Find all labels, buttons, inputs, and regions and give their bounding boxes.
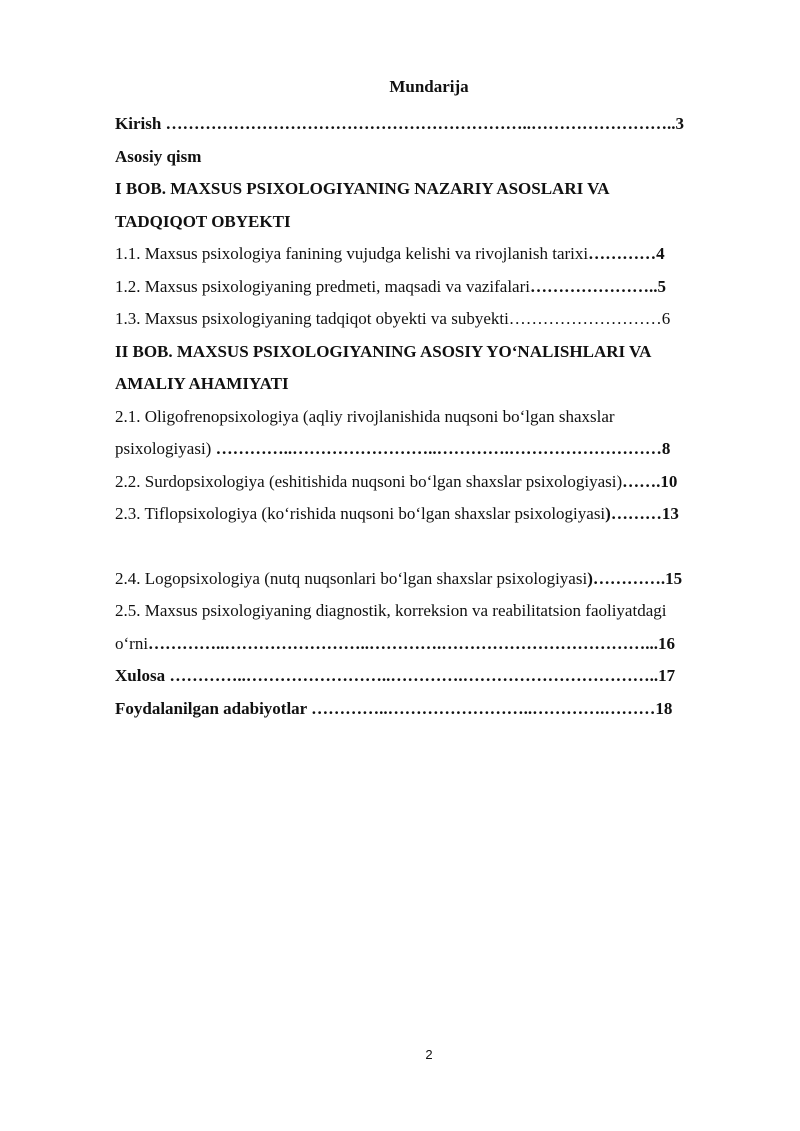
toc-entry-asosiy-qism: Asosiy qism (115, 146, 202, 166)
toc-entry-2-1-line-2 (115, 433, 755, 466)
toc-entry-adabiyotlar: Foydalanilgan adabiyotlar …………..……………………..………….………18 (115, 698, 673, 718)
toc-entry-2-1-line-1: 2.1. Oligofrenopsixologiya (aqliy rivojlanishida nuqsoni bo‘lgan shaxslar (115, 406, 615, 426)
toc-entry-2-5-line-1: 2.5. Maxsus psixologiyaning diagnostik, korreksion va reabilitatsion faoliyatdagi (115, 601, 667, 620)
toc-entry-2-4-text: 2.4. Logopsixologiya (nutq nuqsonlari bo‘lgan shaxslar psixologiyasi (115, 568, 588, 588)
toc-entry-2-5-page: …………..……………………..………….………………………………...16 (148, 633, 676, 653)
table-of-contents (115, 108, 755, 725)
toc-chapter-1-line-2: TADQIQOT OBYEKTI (115, 211, 291, 231)
blank-line (115, 531, 755, 563)
toc-entry-2-1-text: psixologiyasi) (115, 439, 216, 458)
toc-entry-2-1-page: …………..……………………..………….………………………8 (215, 439, 671, 458)
toc-chapter-1-line-1: I BOB. MAXSUS PSIXOLOGIYANING NAZARIY ASOSLARI VA (115, 179, 610, 198)
toc-entry-2-2-text: 2.2. Surdopsixologiya (eshitishida nuqsoni bo‘lgan shaxslar psixologiyasi) (115, 471, 623, 491)
toc-entry-2-4 (115, 563, 755, 596)
toc-entry-xulosa: Xulosa …………..……………………..………….……………………………..17 (115, 666, 676, 685)
toc-entry-1-1-text: 1.1. Maxsus psixologiya fanining vujudga kelishi va rivojlanish tarixi (115, 244, 589, 263)
toc-entry-2-2 (115, 466, 755, 499)
toc-entry-1-2-page: …………………..5 (530, 276, 666, 296)
toc-entry-1-3: 1.3. Maxsus psixologiyaning tadqiqot obyekti va subyekti………………………6 (115, 309, 671, 328)
toc-entry-2-3-page: )………13 (605, 504, 679, 523)
toc-entry-2-3-text: 2.3. Tiflopsixologiya (ko‘rishida nuqsoni bo‘lgan shaxslar psixologiyasi (115, 504, 606, 523)
toc-title: Mundarija (389, 77, 469, 96)
toc-entry-1-1-page: …………4 (588, 244, 665, 263)
toc-entry-2-5-text: o‘rni (115, 633, 149, 653)
toc-chapter-2-line-1: II BOB. MAXSUS PSIXOLOGIYANING ASOSIY YO‘NALISHLARI VA (115, 341, 652, 361)
toc-entry-2-2-page: …….10 (622, 471, 678, 491)
toc-entry-kirish: Kirish ………………………………………………………..……………………..3 (115, 114, 685, 133)
page-number: 2 (425, 1047, 433, 1062)
toc-entry-1-1 (115, 238, 755, 271)
toc-chapter-2-line-2: AMALIY AHAMIYATI (115, 374, 289, 393)
toc-entry-2-4-page: )………….15 (587, 568, 683, 588)
toc-entry-1-2 (115, 271, 755, 304)
toc-entry-1-2-text: 1.2. Maxsus psixologiyaning predmeti, maqsadi va vazifalari (115, 276, 530, 296)
toc-entry-2-5-line-2 (115, 628, 755, 661)
toc-entry-2-3 (115, 498, 755, 531)
